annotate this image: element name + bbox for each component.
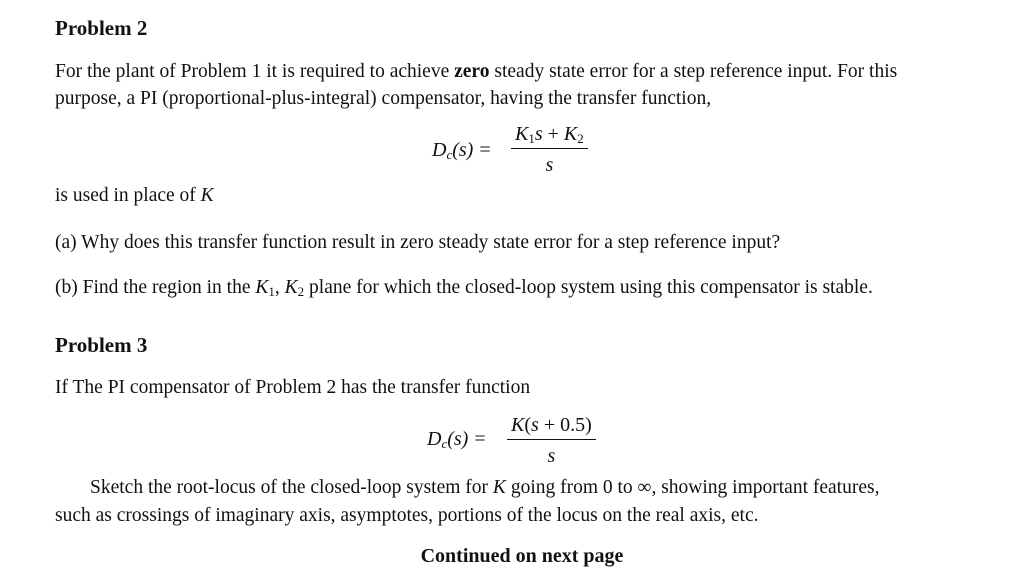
problem-2-intro-line-1: [55, 58, 897, 85]
part-b-text-2: plane for which the closed-loop system using this compensator is stable.: [304, 277, 873, 298]
eq1-plus: +: [542, 123, 564, 145]
part-b: [55, 274, 873, 301]
part-b-k2-sub: 2: [297, 284, 305, 299]
eq1-num-s: s: [534, 123, 543, 145]
eq2-num-rest: + 0.5): [538, 414, 592, 436]
eq2-denominator: s: [547, 445, 556, 467]
intro-bold-zero: zero: [454, 61, 490, 82]
eq2-numerator: [507, 413, 596, 440]
eq1-symbol-d: D: [432, 139, 447, 161]
sketch-k: K: [492, 477, 506, 498]
intro-text-1: For the plant of Problem 1 it is required to achieve: [55, 61, 455, 82]
eq1-numerator: [511, 122, 588, 149]
intro-text-2: steady state error for a step reference input. For this: [489, 61, 898, 82]
eq1-arg: (s): [452, 139, 474, 161]
eq2-k: K: [511, 414, 525, 436]
eq2-equals: =: [474, 428, 486, 450]
problem-2-intro-line-2: purpose, a PI (proportional-plus-integral) compensator, having the transfer function,: [55, 88, 712, 109]
eq1-denominator: s: [545, 154, 554, 176]
eq1-sub-c: c: [446, 147, 453, 162]
eq1-equals: =: [479, 139, 491, 161]
eq1-k2: K: [563, 123, 578, 145]
part-b-k2: K: [284, 277, 298, 298]
sketch-text-1: Sketch the root-locus of the closed-loop system for: [90, 477, 493, 498]
part-a: (a) Why does this transfer function result in zero steady state error for a step reference input?: [55, 232, 781, 253]
equation-1-fraction: [511, 122, 588, 177]
eq1-k1: K: [515, 123, 529, 145]
used-in-place-k: K: [200, 185, 214, 206]
eq2-num-s: s: [531, 414, 539, 436]
eq2-arg: (s): [447, 428, 469, 450]
used-in-place-text: is used in place of: [55, 185, 201, 206]
part-b-comma: ,: [274, 277, 285, 298]
part-b-k1-sub: 1: [268, 284, 275, 299]
eq2-paren-open: (: [524, 414, 532, 436]
part-b-text-1: (b) Find the region in the: [55, 277, 256, 298]
equation-2-lhs: [427, 428, 486, 451]
sketch-line-2: such as crossings of imaginary axis, asymptotes, portions of the locus on the real axis, etc.: [55, 505, 759, 526]
used-in-place-line: [55, 182, 214, 209]
problem-3-intro: If The PI compensator of Problem 2 has the transfer function: [55, 377, 531, 398]
problem-3-heading: Problem 3: [55, 333, 148, 357]
equation-1-lhs: [432, 139, 491, 162]
eq1-k1-sub: 1: [528, 131, 535, 146]
eq2-symbol-d: D: [427, 428, 442, 450]
equation-2-fraction: [507, 413, 596, 468]
sketch-line-1: [90, 474, 879, 501]
sketch-text-2: going from 0 to ∞, showing important features,: [505, 477, 880, 498]
problem-2-heading: Problem 2: [55, 16, 148, 40]
continued-next-page: Continued on next page: [420, 545, 624, 567]
eq1-k2-sub: 2: [577, 131, 584, 146]
eq2-sub-c: c: [441, 436, 448, 451]
part-b-k1: K: [255, 277, 269, 298]
